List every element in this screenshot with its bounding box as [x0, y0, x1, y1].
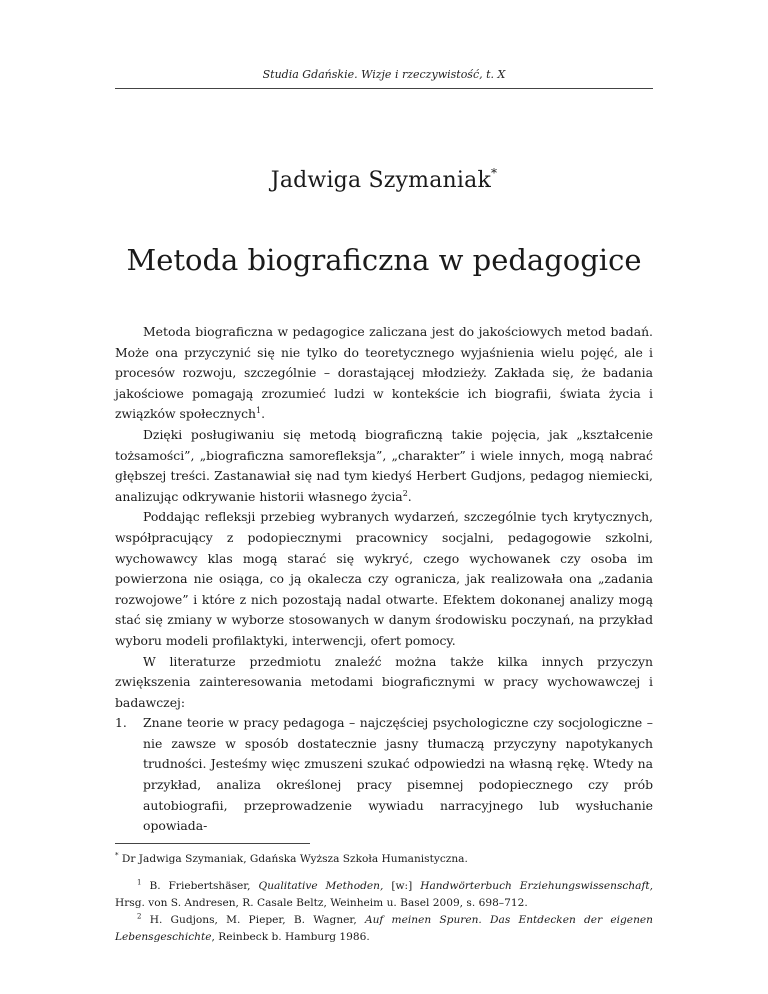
article-body	[115, 322, 653, 837]
footnote-1: $^1$ B. Friebertshäser, Qualitative Methoden, [w:] Handwörterbuch Erziehungswissenschaft, Hrsg. von S. Andresen, R. Casale Beltz, Weinheim u. Basel 2009, s. 698–712.	[115, 878, 653, 909]
footnote-ref-2: 2	[402, 488, 408, 498]
footnote-ref-1: 1	[256, 406, 262, 416]
running-head: Studia Gdańskie. Wizje i rzeczywistość, t. X	[262, 68, 506, 81]
paragraph-1: Metoda biograficzna w pedagogice zaliczana jest do jakościowych metod badań. Może ona przyczynić się nie tylko do teoretycznego wyjaśnienia wielu pojęć, ale i procesów rozwoju, szczególnie – dorastającej młodzieży. Zakłada się, że badania jakościowe pomagają zrozumieć ludzi w kontekście ich biografii, świata życia i związków społecznych$^1$.	[115, 324, 653, 422]
footnote-2: $^2$ H. Gudjons, M. Pieper, B. Wagner, Auf meinen Spuren. Das Entdecken der eigenen Lebensgeschichte, Reinbeck b. Hamburg 1986.	[115, 912, 653, 943]
footnotes	[115, 878, 653, 946]
list-item	[115, 713, 653, 837]
paragraph-3: Poddając refleksji przebieg wybranych wydarzeń, szczególnie tych krytycznych, współpracujący z podopiecznymi pracownicy socjalni, pedagogowie szkolni, wychowawcy klas mogą starać się wykryć, czego wychowanek czy osoba im powierzona nie osiąga, co ją okalecza czy ogranicza, jak realizowała ona „zadania rozwojowe” i które z nich pozostają nadal otwarte. Efektem dokonanej analizy mogą stać się zmiany w wyborze stosowanych w danym środowisku poczynań, na przykład wyboru modeli profilaktyki, interwencji, ofert pomocy.	[115, 509, 653, 648]
footnote-star-text: Dr Jadwiga Szymaniak, Gdańska Wyższa Szkoła Humanistyczna.	[121, 853, 468, 865]
paragraph-2: Dzięki posługiwaniu się metodą biograficzną takie pojęcia, jak „kształcenie tożsamości”, „biograficzna samorefleksja”, „charakter” i wiele innych, mogą nabrać głębszej treści. Zastanawiał się nad tym kiedyś Herbert Gudjons, pedagog niemiecki, analizując odkrywanie historii własnego życia$^2$.	[115, 426, 653, 504]
article-title: Metoda biograficzna w pedagogice	[126, 243, 642, 277]
footnote-rule	[115, 843, 310, 844]
author-footnote-mark: *	[491, 166, 498, 180]
list-item-number: 1.	[115, 715, 127, 731]
author-name-text: Jadwiga Szymaniak	[270, 168, 491, 193]
author-name	[0, 168, 768, 193]
header-rule	[115, 88, 653, 89]
list-item-text: Znane teorie w pracy pedagoga – najczęściej psychologiczne czy socjologiczne – nie zawsze w sposób dostatecznie jasny tłumaczą przyczyny napotykanych trudności. Jesteśmy więc zmuszeni szukać odpowiedzi na własną rękę. Wtedy na przykład, analiza określonej pracy pisemnej podopiecznego czy prób autobiografii, przeprowadzenie wywiadu narracyjnego lub wysłuchanie opowiada-	[143, 715, 653, 834]
reasons-list	[115, 713, 653, 837]
footnote-star-mark: *	[115, 851, 119, 860]
paragraph-4: W literaturze przedmiotu znaleźć można także kilka innych przyczyn zwiększenia zainteresowania metodami biograficznymi w pracy wychowawczej i badawczej:	[115, 653, 653, 710]
footnote-author	[115, 851, 653, 868]
